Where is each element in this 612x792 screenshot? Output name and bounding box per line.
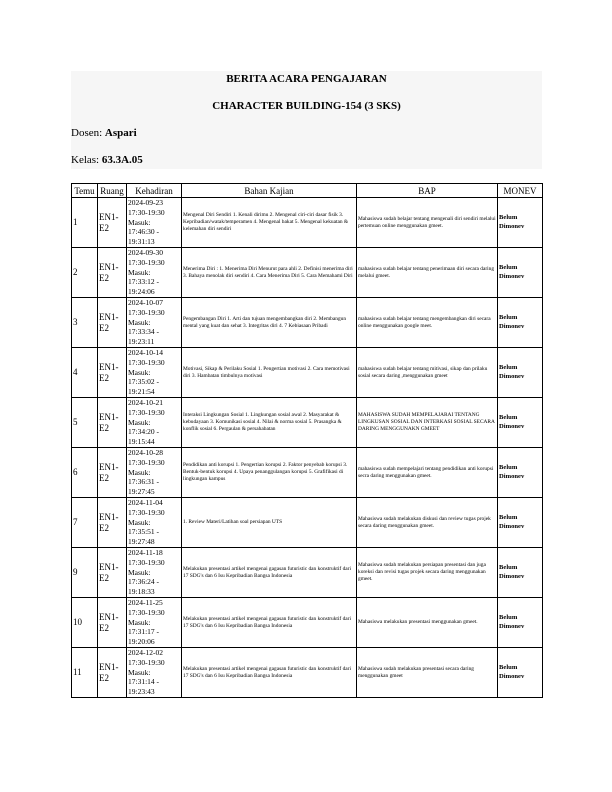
header-monev: MONEV [498, 184, 543, 198]
bap-cell: Mahasiswa sudah melakukan presentasi secara daring menggunakan gmeet [357, 648, 498, 698]
header-bahan-kajian: Bahan Kajian [182, 184, 357, 198]
ruang-cell: EN1-E2 [98, 248, 127, 298]
monev-cell: Belum Dimonev [498, 198, 543, 248]
bahan-kajian-cell: Motivasi, Sikap & Perilaku Sosial 1. Pengertian motivasi 2. Cara memotivasi diri 3. Hambatan timbulnya motivasi [182, 348, 357, 398]
bap-cell: mahasiswa sudah belajar tentang mitivasi, sikap dan prilaku sosial secara daring ,menggunakan gmeet [357, 348, 498, 398]
kehadiran-cell [127, 498, 182, 548]
ruang-cell: EN1-E2 [98, 498, 127, 548]
kehadiran-date: 2024-10-21 [128, 398, 163, 407]
kehadiran-date: 2024-10-14 [128, 348, 163, 357]
temu-cell: 2 [72, 248, 98, 298]
kelas-label: Kelas: [71, 154, 102, 166]
monev-cell: Belum Dimonev [498, 648, 543, 698]
kehadiran-masuk-time: 17:35:02 - 19:21:54 [128, 377, 160, 397]
kehadiran-date: 2024-09-30 [128, 248, 163, 257]
ruang-cell: EN1-E2 [98, 648, 127, 698]
temu-cell: 3 [72, 298, 98, 348]
monev-cell: Belum Dimonev [498, 498, 543, 548]
kehadiran-jadwal: 17:30-19:30 [128, 457, 165, 467]
kehadiran-masuk-label: Masuk: [128, 517, 151, 527]
kehadiran-masuk-label: Masuk: [128, 217, 151, 227]
kehadiran-cell [127, 598, 182, 648]
kehadiran-jadwal: 17:30-19:30 [128, 407, 165, 417]
kehadiran-masuk-time: 17:31:14 - 19:23:43 [128, 677, 160, 697]
dosen-label: Dosen: [71, 127, 105, 139]
kehadiran-masuk-time: 17:46:30 - 19:31:13 [128, 227, 160, 247]
kehadiran-jadwal: 17:30-19:30 [128, 557, 165, 567]
temu-cell: 10 [72, 598, 98, 648]
kehadiran-date: 2024-12-02 [128, 648, 163, 657]
table-row [72, 348, 543, 398]
kehadiran-date: 2024-11-18 [128, 548, 163, 557]
monev-cell: Belum Dimonev [498, 598, 543, 648]
ruang-cell: EN1-E2 [98, 348, 127, 398]
kehadiran-masuk-time: 17:36:24 - 19:18:33 [128, 577, 160, 597]
monev-cell: Belum Dimonev [498, 248, 543, 298]
kehadiran-masuk-time: 17:33:12 - 19:24:06 [128, 277, 160, 297]
kehadiran-masuk-time: 17:34:20 - 19:15:44 [128, 427, 160, 447]
kehadiran-date: 2024-10-07 [128, 298, 163, 307]
table-header-row [72, 184, 543, 198]
bap-cell: Mahasiswa sudah belajar tentang mengenali diri sendiri melalui pertemuan online menggunakan gmeet. [357, 198, 498, 248]
kehadiran-cell [127, 448, 182, 498]
kehadiran-date: 2024-11-25 [128, 598, 163, 607]
kehadiran-cell [127, 198, 182, 248]
bap-table [71, 183, 543, 698]
bahan-kajian-cell: Pendidikan anti korupsi 1. Pengertian korupsi 2. Faktor penyebab korupsi 3. Bentuk-bentuk korupsi 4. Upaya penanggulangan korupsi 5. Grafifikasi di lingkungan kampus [182, 448, 357, 498]
bahan-kajian-cell: Melakukan presentasi artikel mengenai gagasan futuristic dan konstruktif dari 17 SDG's dan 6 Isu Kepribadian Bangsa Indonesia [182, 548, 357, 598]
ruang-cell: EN1-E2 [98, 448, 127, 498]
kehadiran-date: 2024-11-04 [128, 498, 163, 507]
kehadiran-masuk-label: Masuk: [128, 467, 151, 477]
monev-cell: Belum Dimonev [498, 448, 543, 498]
kehadiran-cell [127, 648, 182, 698]
kehadiran-jadwal: 17:30-19:30 [128, 657, 165, 667]
kehadiran-cell [127, 398, 182, 448]
kehadiran-jadwal: 17:30-19:30 [128, 307, 165, 317]
kehadiran-cell [127, 298, 182, 348]
monev-cell: Belum Dimonev [498, 548, 543, 598]
kehadiran-masuk-label: Masuk: [128, 267, 151, 277]
temu-cell: 4 [72, 348, 98, 398]
temu-cell: 1 [72, 198, 98, 248]
kehadiran-masuk-label: Masuk: [128, 667, 151, 677]
document-title: BERITA ACARA PENGAJARAN [226, 73, 387, 85]
bahan-kajian-cell: Melakukan presentasi artikel mengenai gagasan futuristic dan konstruktif dari 17 SDG's dan 6 Isu Kepribadian Bangsa Indonesia [182, 648, 357, 698]
course-title: CHARACTER BUILDING-154 (3 SKS) [212, 100, 401, 112]
kehadiran-date: 2024-10-28 [128, 448, 163, 457]
bahan-kajian-cell: 1. Review Materi/Latihan soal persiapan UTS [182, 498, 357, 548]
ruang-cell: EN1-E2 [98, 598, 127, 648]
bap-cell: Mahasiswa sudah melakukan persiapan presentasi dan juga koreksi dan revisi tugas projek secara daring menggunakan gmeet. [357, 548, 498, 598]
ruang-cell: EN1-E2 [98, 298, 127, 348]
kelas-value: 63.3A.05 [101, 154, 143, 166]
table-row [72, 648, 543, 698]
bahan-kajian-cell: Mengenal Diri Sendiri 1. Kenali dirimu 2. Mengenal ciri-ciri dasar fisik 3. Kepribadian/watak/temperamen 4. Mengenal bakat 5. Mengenal kekuatan & kelemahan diri sendiri [182, 198, 357, 248]
bahan-kajian-cell: Pengembangan Diri 1. Arti dan tujuan mengembangkan diri 2. Membangun mental yang kuat dan sehat 3. Integritas diri 4. 7 Kebiasaan Pribadi [182, 298, 357, 348]
kelas-line [71, 154, 143, 167]
ruang-cell: EN1-E2 [98, 548, 127, 598]
ruang-cell: EN1-E2 [98, 198, 127, 248]
temu-cell: 5 [72, 398, 98, 448]
temu-cell: 11 [72, 648, 98, 698]
table-row [72, 498, 543, 548]
kehadiran-masuk-time: 17:35:51 - 19:27:48 [128, 527, 160, 547]
bap-cell: mahasiswa sudah belajar tentang mengembangkan diri secara online menggunakan google meet. [357, 298, 498, 348]
kehadiran-jadwal: 17:30-19:30 [128, 607, 165, 617]
kehadiran-masuk-time: 17:31:17 - 19:20:06 [128, 627, 160, 647]
header-ruang: Ruang [98, 184, 127, 198]
kehadiran-date: 2024-09-23 [128, 198, 163, 207]
bap-cell: Mahasiswa sudah melakukan diskusi dan review tugas projek secara daring menggunakan gmeet. [357, 498, 498, 548]
header-bap: BAP [357, 184, 498, 198]
kehadiran-masuk-time: 17:33:34 - 19:23:11 [128, 327, 160, 347]
table-row [72, 298, 543, 348]
kehadiran-jadwal: 17:30-19:30 [128, 357, 165, 367]
kehadiran-masuk-label: Masuk: [128, 617, 151, 627]
header-temu: Temu [72, 184, 98, 198]
kehadiran-masuk-time: 17:36:31 - 19:27:45 [128, 477, 160, 497]
table-row [72, 398, 543, 448]
table-row [72, 198, 543, 248]
kehadiran-cell [127, 348, 182, 398]
table-row [72, 448, 543, 498]
ruang-cell: EN1-E2 [98, 398, 127, 448]
header-kehadiran: Kehadiran [127, 184, 182, 198]
kehadiran-jadwal: 17:30-19:30 [128, 207, 165, 217]
bap-cell: mahasiswa sudah mempelajari tentang pendidikan anti korupsi secra daring menggunakan gmeet. [357, 448, 498, 498]
dosen-line [71, 127, 137, 140]
monev-cell: Belum Dimonev [498, 298, 543, 348]
monev-cell: Belum Dimonev [498, 398, 543, 448]
bap-cell: mahasiswa sudah belajar tentang penerimaan diri secara daring melalui gmeet. [357, 248, 498, 298]
bap-cell: Mahasiswa melakukan presentasi menggunakan gmeet. [357, 598, 498, 648]
temu-cell: 7 [72, 498, 98, 548]
bahan-kajian-cell: Melakukan presentasi artikel mengenai gagasan futuristic dan konstruktif dari 17 SDG's dan 6 Isu Kepribadian Bangsa Indonesia [182, 598, 357, 648]
kehadiran-masuk-label: Masuk: [128, 367, 151, 377]
kehadiran-jadwal: 17:30-19:30 [128, 507, 165, 517]
bahan-kajian-cell: Menerima Diri : 1. Menerima Diri Menurut para ahli 2. Definisi menerima diri 3. Bahaya menolak diri sendiri 4. Cara Menerima Diri 5. Cara Memahami Diri [182, 248, 357, 298]
kehadiran-masuk-label: Masuk: [128, 567, 151, 577]
dosen-name: Aspari [104, 127, 137, 139]
bahan-kajian-cell: Interaksi Lingkungan Sosial 1. Lingkungan sosial awal 2. Masyarakat & kebudayaan 3. Komunikasi sosial 4. Nilai & norma sosial 5. Prasangka & konflik sosial 6. Pergaulan & persahabatan [182, 398, 357, 448]
table-row [72, 598, 543, 648]
kehadiran-masuk-label: Masuk: [128, 317, 151, 327]
kehadiran-jadwal: 17:30-19:30 [128, 257, 165, 267]
table-row [72, 248, 543, 298]
kehadiran-cell [127, 248, 182, 298]
monev-cell: Belum Dimonev [498, 348, 543, 398]
bap-cell: MAHASISWA SUDAH MEMPELAJARAI TENTANG LINGKUSAN SOSIAL DAN INTERKASI SOSIAL SECARA DARING MENGGUNAKN GMEET [357, 398, 498, 448]
table-row [72, 548, 543, 598]
kehadiran-cell [127, 548, 182, 598]
kehadiran-masuk-label: Masuk: [128, 417, 151, 427]
temu-cell: 9 [72, 548, 98, 598]
temu-cell: 6 [72, 448, 98, 498]
